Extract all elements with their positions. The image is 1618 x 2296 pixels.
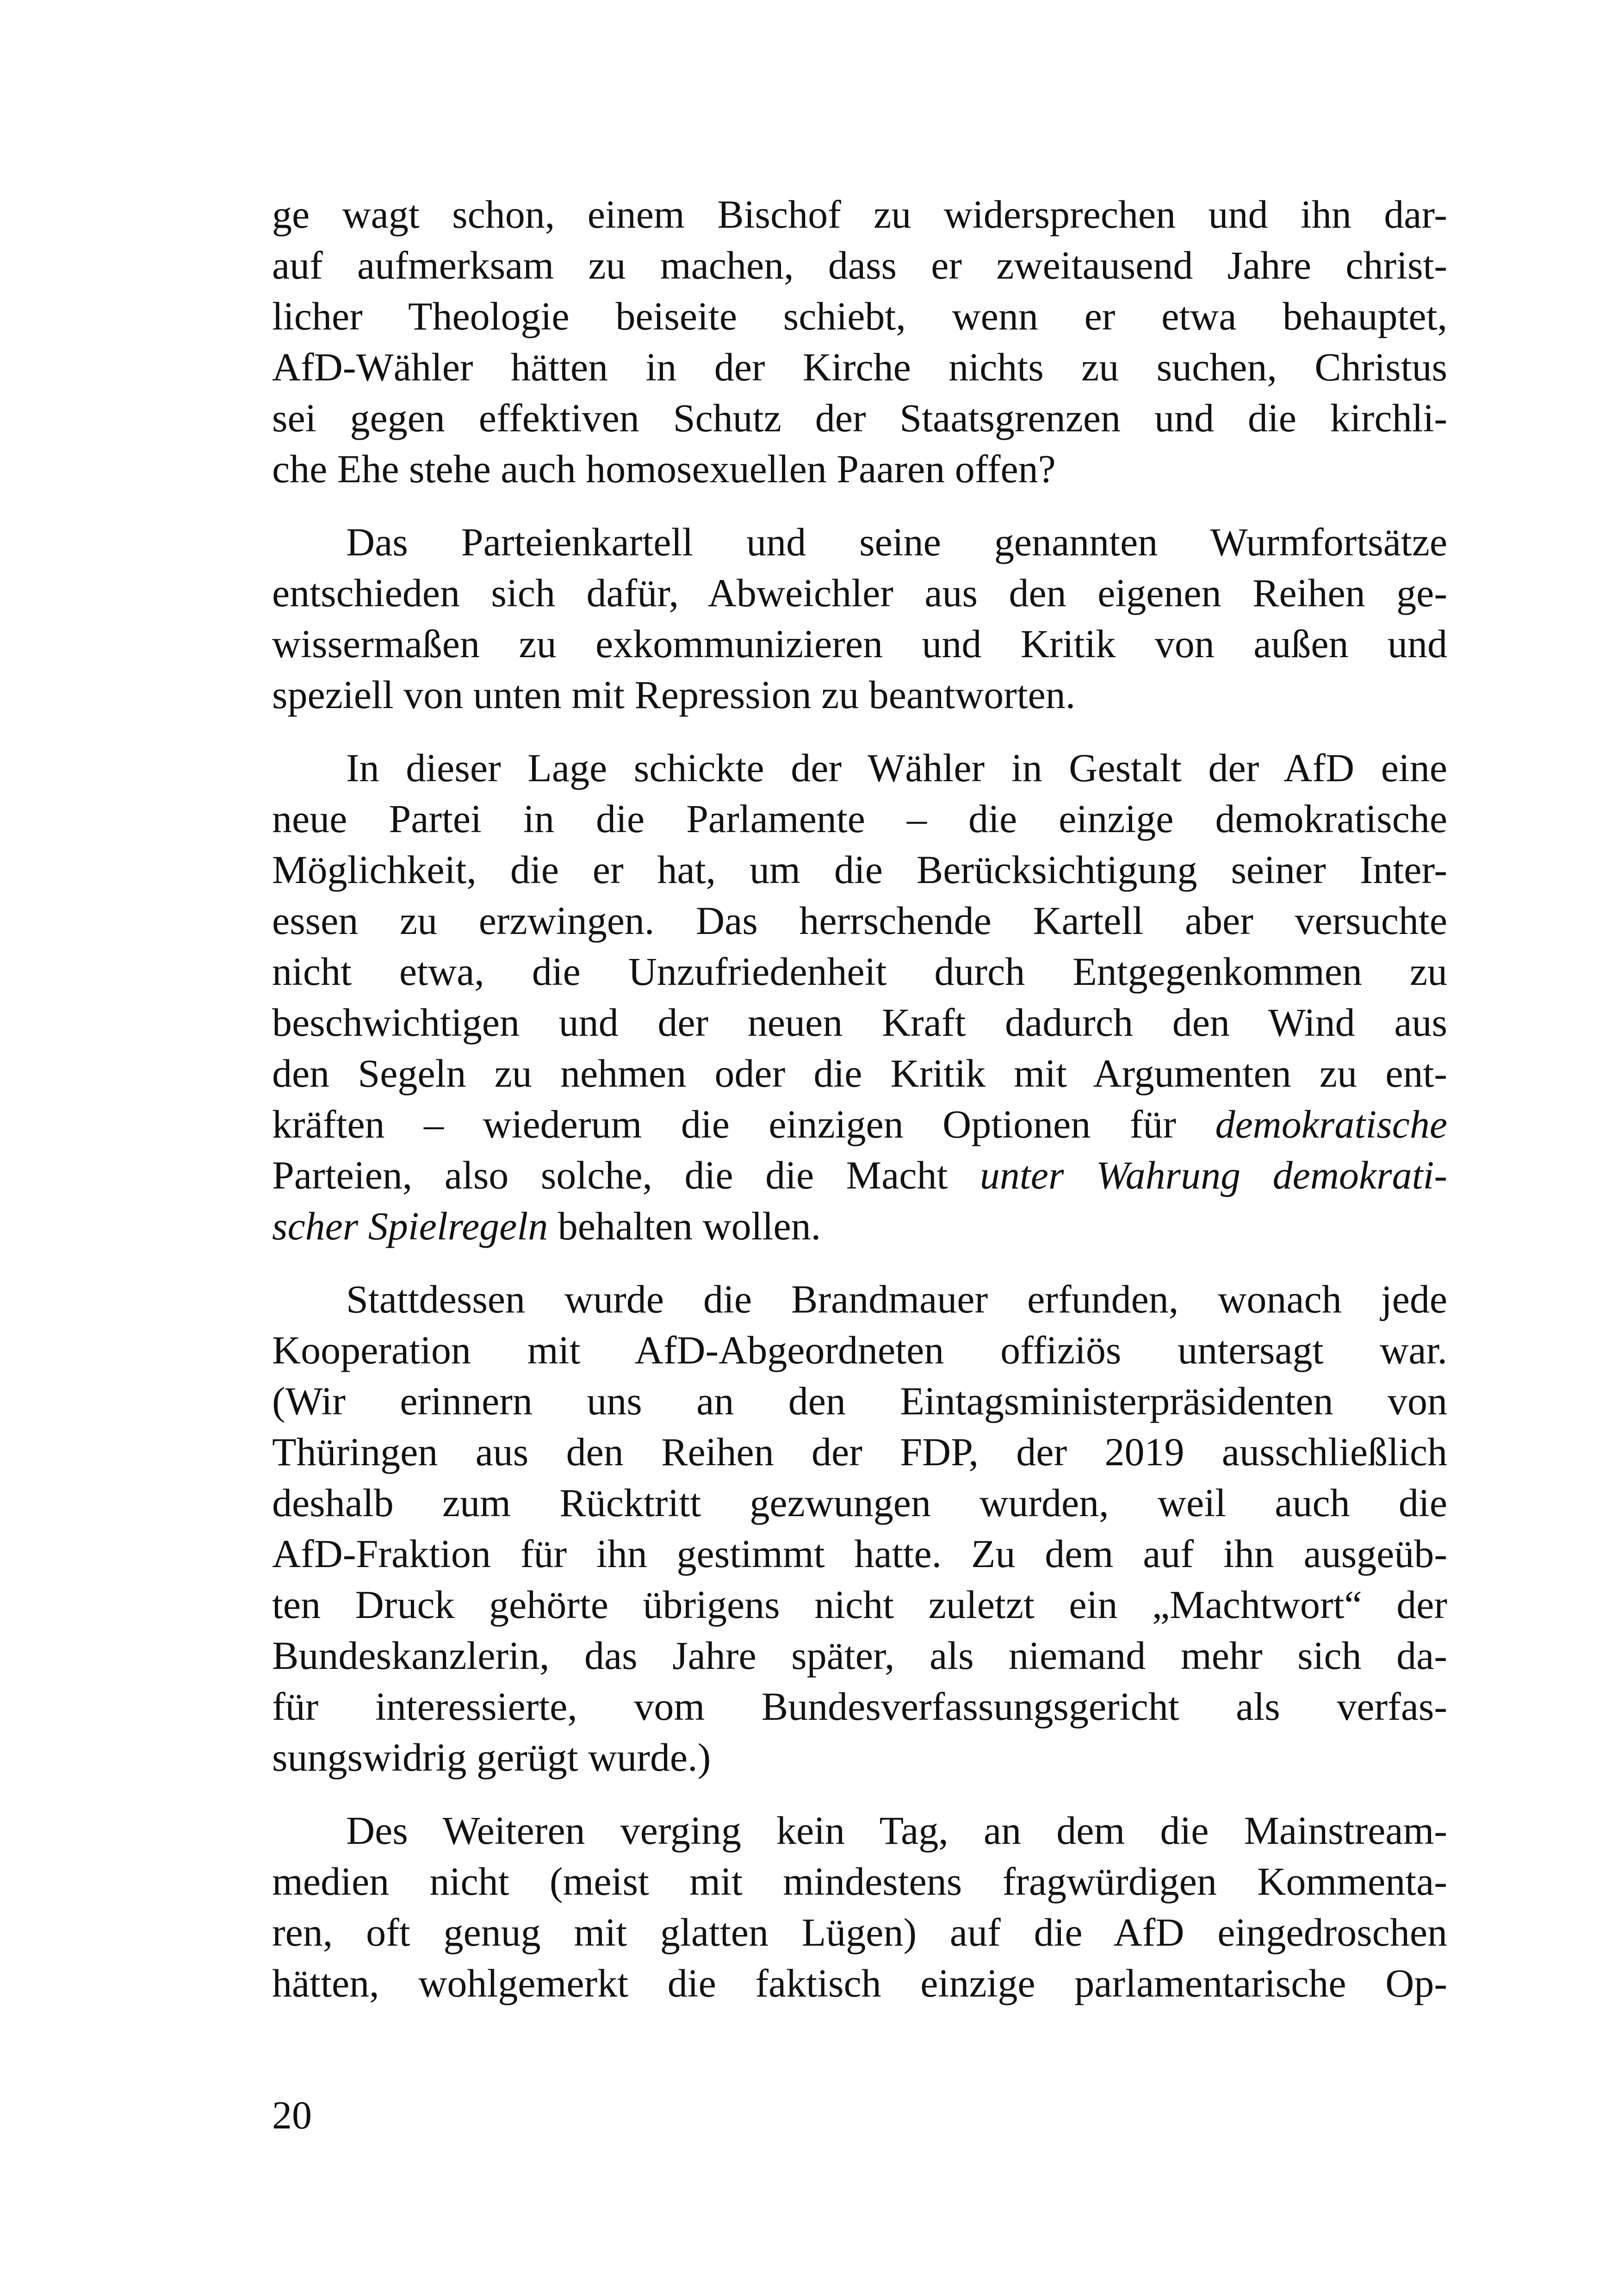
text-line: licher Theologie beiseite schiebt, wenn er etwa behauptet,	[272, 294, 1447, 338]
text-line: essen zu erzwingen. Das herrschende Kartell aber versuchte	[272, 898, 1447, 943]
text-line: AfD-Wähler hätten in der Kirche nichts zu suchen, Christus	[272, 345, 1447, 389]
text-line: che Ehe stehe auch homosexuellen Paaren offen?	[272, 447, 1056, 491]
text-line: ren, oft genug mit glatten Lügen) auf die AfD eingedroschen	[272, 1910, 1447, 1954]
text-line: auf aufmerksam zu machen, dass er zweitausend Jahre christ-	[272, 243, 1447, 287]
text-run: behalten wollen.	[548, 1204, 821, 1248]
text-line: Bundeskanzlerin, das Jahre später, als niemand mehr sich da-	[272, 1633, 1447, 1678]
text-line: Des Weiteren verging kein Tag, an dem die Mainstream-	[346, 1808, 1447, 1853]
page-body	[272, 189, 1447, 2031]
text-line: ge wagt schon, einem Bischof zu widersprechen und ihn dar-	[272, 192, 1447, 236]
text-run: Parteien, also solche, die die Macht	[272, 1153, 980, 1197]
text-line: medien nicht (meist mit mindestens fragwürdigen Kommenta-	[272, 1859, 1447, 1904]
text-line: speziell von unten mit Repression zu beantworten.	[272, 672, 1076, 717]
paragraph-2	[272, 516, 1447, 720]
paragraph-5	[272, 1805, 1447, 2009]
text-line: nicht etwa, die Unzufriedenheit durch Entgegenkommen zu	[272, 949, 1447, 994]
text-line: Thüringen aus den Reihen der FDP, der 2019 ausschließlich	[272, 1430, 1447, 1474]
text-line: Möglichkeit, die er hat, um die Berücksichtigung seiner Inter-	[272, 847, 1447, 892]
text-line: In dieser Lage schickte der Wähler in Gestalt der AfD eine	[346, 746, 1447, 790]
italic-run: scher Spielregeln	[272, 1204, 548, 1248]
text-line	[272, 1099, 1447, 1150]
text-line: ten Druck gehörte übrigens nicht zuletzt ein „Machtwort“ der	[272, 1582, 1447, 1627]
text-line: (Wir erinnern uns an den Eintagsministerpräsidenten von	[272, 1379, 1447, 1423]
text-line: neue Partei in die Parlamente – die einzige demokratische	[272, 796, 1447, 841]
text-line: sei gegen effektiven Schutz der Staatsgrenzen und die kirchli-	[272, 396, 1447, 440]
italic-run: unter Wahrung demokrati-	[979, 1153, 1447, 1197]
text-line: wissermaßen zu exkommunizieren und Kritik von außen und	[272, 622, 1447, 666]
paragraph-3	[272, 742, 1447, 1251]
text-line: für interessierte, vom Bundesverfassungsgericht als verfas-	[272, 1684, 1447, 1729]
text-line: AfD-Fraktion für ihn gestimmt hatte. Zu dem auf ihn ausgeüb-	[272, 1531, 1447, 1576]
text-line: den Segeln zu nehmen oder die Kritik mit Argumenten zu ent-	[272, 1051, 1447, 1095]
italic-run: demokratische	[1215, 1102, 1447, 1146]
text-line: deshalb zum Rücktritt gezwungen wurden, weil auch die	[272, 1481, 1447, 1525]
text-line: beschwichtigen und der neuen Kraft dadurch den Wind aus	[272, 1000, 1447, 1045]
paragraph-1	[272, 189, 1447, 494]
page-number: 20	[272, 2093, 312, 2137]
paragraph-4	[272, 1274, 1447, 1783]
text-line: hätten, wohlgemerkt die faktisch einzige parlamentarische Op-	[272, 1961, 1447, 2005]
text-line: sungswidrig gerügt wurde.)	[272, 1735, 711, 1780]
text-line: Das Parteienkartell und seine genannten Wurmfortsätze	[346, 520, 1447, 564]
text-run: kräften – wiederum die einzigen Optionen für	[272, 1102, 1215, 1146]
text-line: entschieden sich dafür, Abweichler aus den eigenen Reihen ge-	[272, 571, 1447, 615]
text-line	[272, 1150, 1447, 1201]
text-line: Kooperation mit AfD-Abgeordneten offiziös untersagt war.	[272, 1328, 1447, 1372]
text-line: Stattdessen wurde die Brandmauer erfunden, wonach jede	[346, 1277, 1447, 1321]
text-line	[272, 1201, 1447, 1251]
